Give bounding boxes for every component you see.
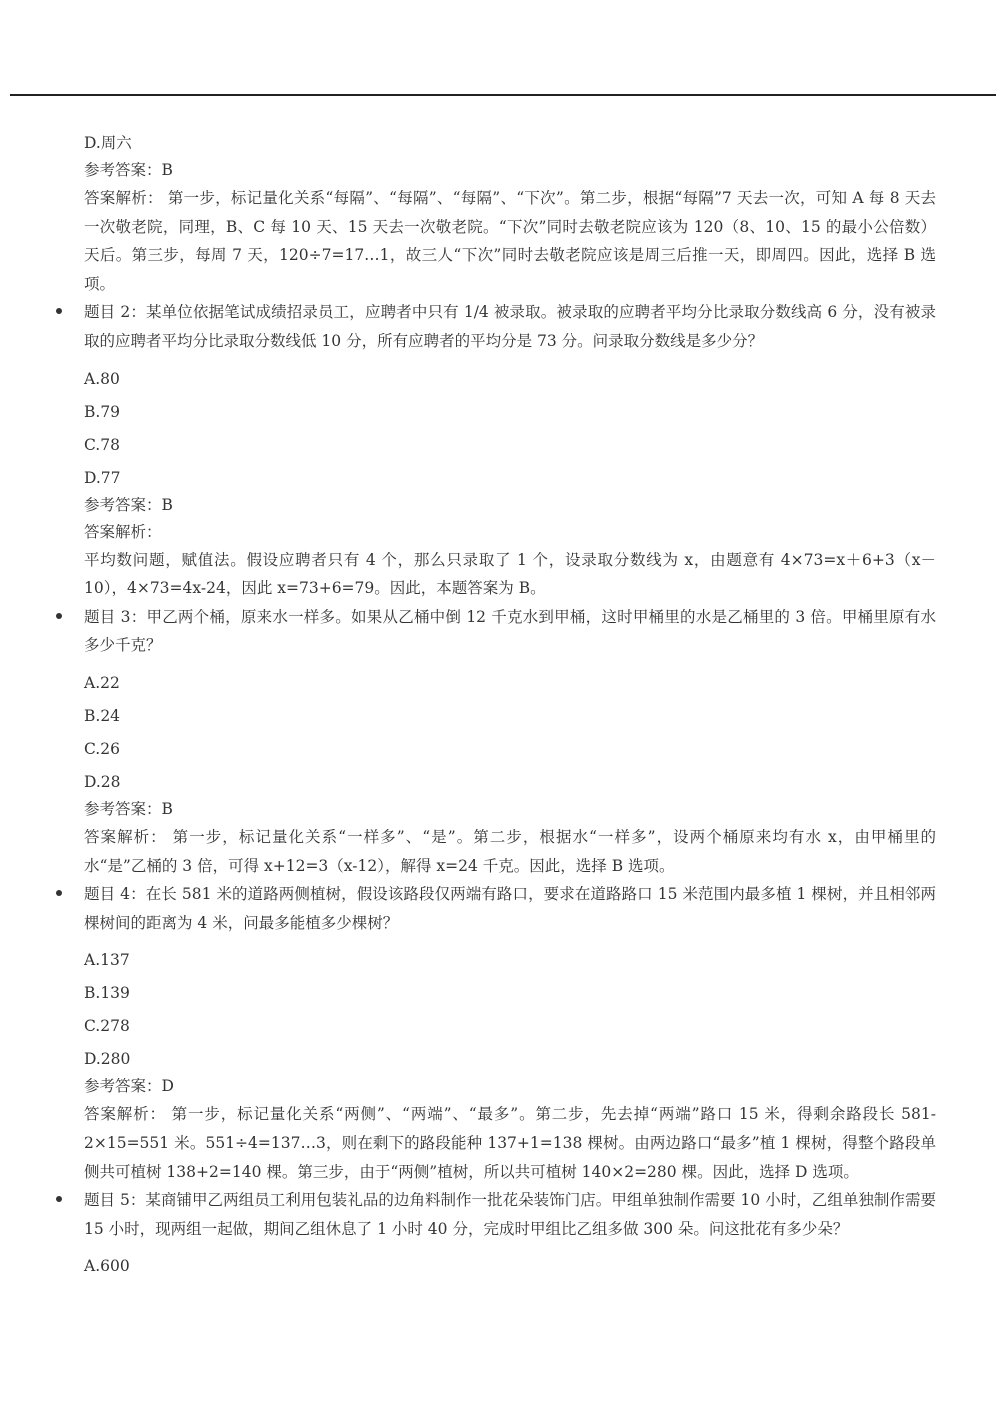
q3-question bbox=[84, 603, 936, 660]
q3-question-text: 题目 3：甲乙两个桶，原来水一样多。如果从乙桶中倒 12 千克水到甲桶，这时甲桶里的水是乙桶里的 3 倍。甲桶里原有水多少千克？ bbox=[84, 607, 936, 655]
q2-question bbox=[84, 298, 936, 355]
q3-option-b: B.24 bbox=[84, 706, 121, 725]
q4-option-b: B.139 bbox=[84, 984, 130, 1003]
q2-analysis-label: 答案解析： bbox=[84, 522, 162, 541]
page-content bbox=[84, 130, 936, 1280]
q2-answer: 参考答案：B bbox=[84, 495, 173, 514]
q4-answer: 参考答案：D bbox=[84, 1077, 174, 1096]
q4-question-text: 题目 4：在长 581 米的道路两侧植树，假设该路段仅两端有路口，要求在道路路口 15 米范围内最多植 1 棵树，并且相邻两棵树间的距离为 4 米，问最多能植多少棵树？ bbox=[84, 885, 936, 932]
q3-option-a: A.22 bbox=[84, 673, 120, 692]
bullet-icon bbox=[56, 1196, 62, 1202]
q5-option-a: A.600 bbox=[84, 1257, 130, 1276]
bullet-icon bbox=[56, 890, 62, 896]
bullet-icon bbox=[56, 613, 62, 619]
q2-option-b: B.79 bbox=[84, 402, 121, 421]
q5-question bbox=[84, 1186, 936, 1243]
q2-option-c: C.78 bbox=[84, 435, 120, 454]
q2-question-text: 题目 2：某单位依据笔试成绩招录员工，应聘者中只有 1/4 被录取。被录取的应聘者平均分比录取分数线高 6 分，没有被录取的应聘者平均分比录取分数线低 10 分，所有应聘者的平均分是 73 分。问录取分数线是多少分？ bbox=[84, 303, 936, 350]
q3-analysis: 答案解析： 第一步，标记量化关系“一样多”、“是”。第二步，根据水“一样多”，设两个桶原来均有水 x，由甲桶里的水“是”乙桶的 3 倍，可得 x+12=3（x-12），解得 x=24 千克。因此，选择 B 选项。 bbox=[84, 827, 936, 875]
q3-option-c: C.26 bbox=[84, 739, 120, 758]
q1-analysis: 答案解析： 第一步，标记量化关系“每隔”、“每隔”、“每隔”、“下次”。第二步，根据“每隔”7 天去一次，可知 A 每 8 天去一次敬老院，同理，B、C 每 10 天、15 天去一次敬老院。“下次”同时去敬老院应该为 120（8、10、15 的最小公倍数）天后。第三步，每周 7 天，120÷7=17…1，故三人“下次”同时去敬老院应该是周三后推一天，即周四。因此，选择 B 选项。 bbox=[84, 189, 936, 293]
q2-analysis: 平均数问题，赋值法。假设应聘者只有 4 个，那么只录取了 1 个，设录取分数线为 x，由题意有 4×73=x＋6+3（x－10），4×73=4x-24，因此 x=73+6=79。因此，本题答案为 B。 bbox=[84, 550, 936, 598]
q2-option-a: A.80 bbox=[84, 369, 120, 388]
q4-option-a: A.137 bbox=[84, 951, 130, 970]
q4-analysis: 答案解析： 第一步，标记量化关系“两侧”、“两端”、“最多”。第二步，先去掉“两端”路口 15 米，得剩余路段长 581-2×15=551 米。551÷4=137…3，则在剩下的路段能种 137+1=138 棵树。由两边路口“最多”植 1 棵树，得整个路段单侧共可植树 138+2=140 棵。第三步，由于“两侧”植树，所以共可植树 140×2=280 棵。因此，选择 D 选项。 bbox=[84, 1105, 936, 1181]
q1-answer: 参考答案：B bbox=[84, 161, 173, 179]
q4-option-d: D.280 bbox=[84, 1050, 131, 1069]
header-rule bbox=[10, 94, 996, 96]
q3-answer: 参考答案：B bbox=[84, 799, 173, 818]
q3-option-d: D.28 bbox=[84, 772, 121, 791]
q4-question bbox=[84, 880, 936, 937]
q2-option-d: D.77 bbox=[84, 468, 121, 487]
q5-question-text: 题目 5：某商铺甲乙两组员工利用包装礼品的边角料制作一批花朵装饰门店。甲组单独制作需要 10 小时，乙组单独制作需要 15 小时，现两组一起做，期间乙组休息了 1 小时 40 分，完成时甲组比乙组多做 300 朵。问这批花有多少朵？ bbox=[84, 1191, 936, 1238]
bullet-icon bbox=[56, 308, 62, 314]
q4-option-c: C.278 bbox=[84, 1017, 130, 1036]
q1-option-d: D.周六 bbox=[84, 134, 132, 152]
